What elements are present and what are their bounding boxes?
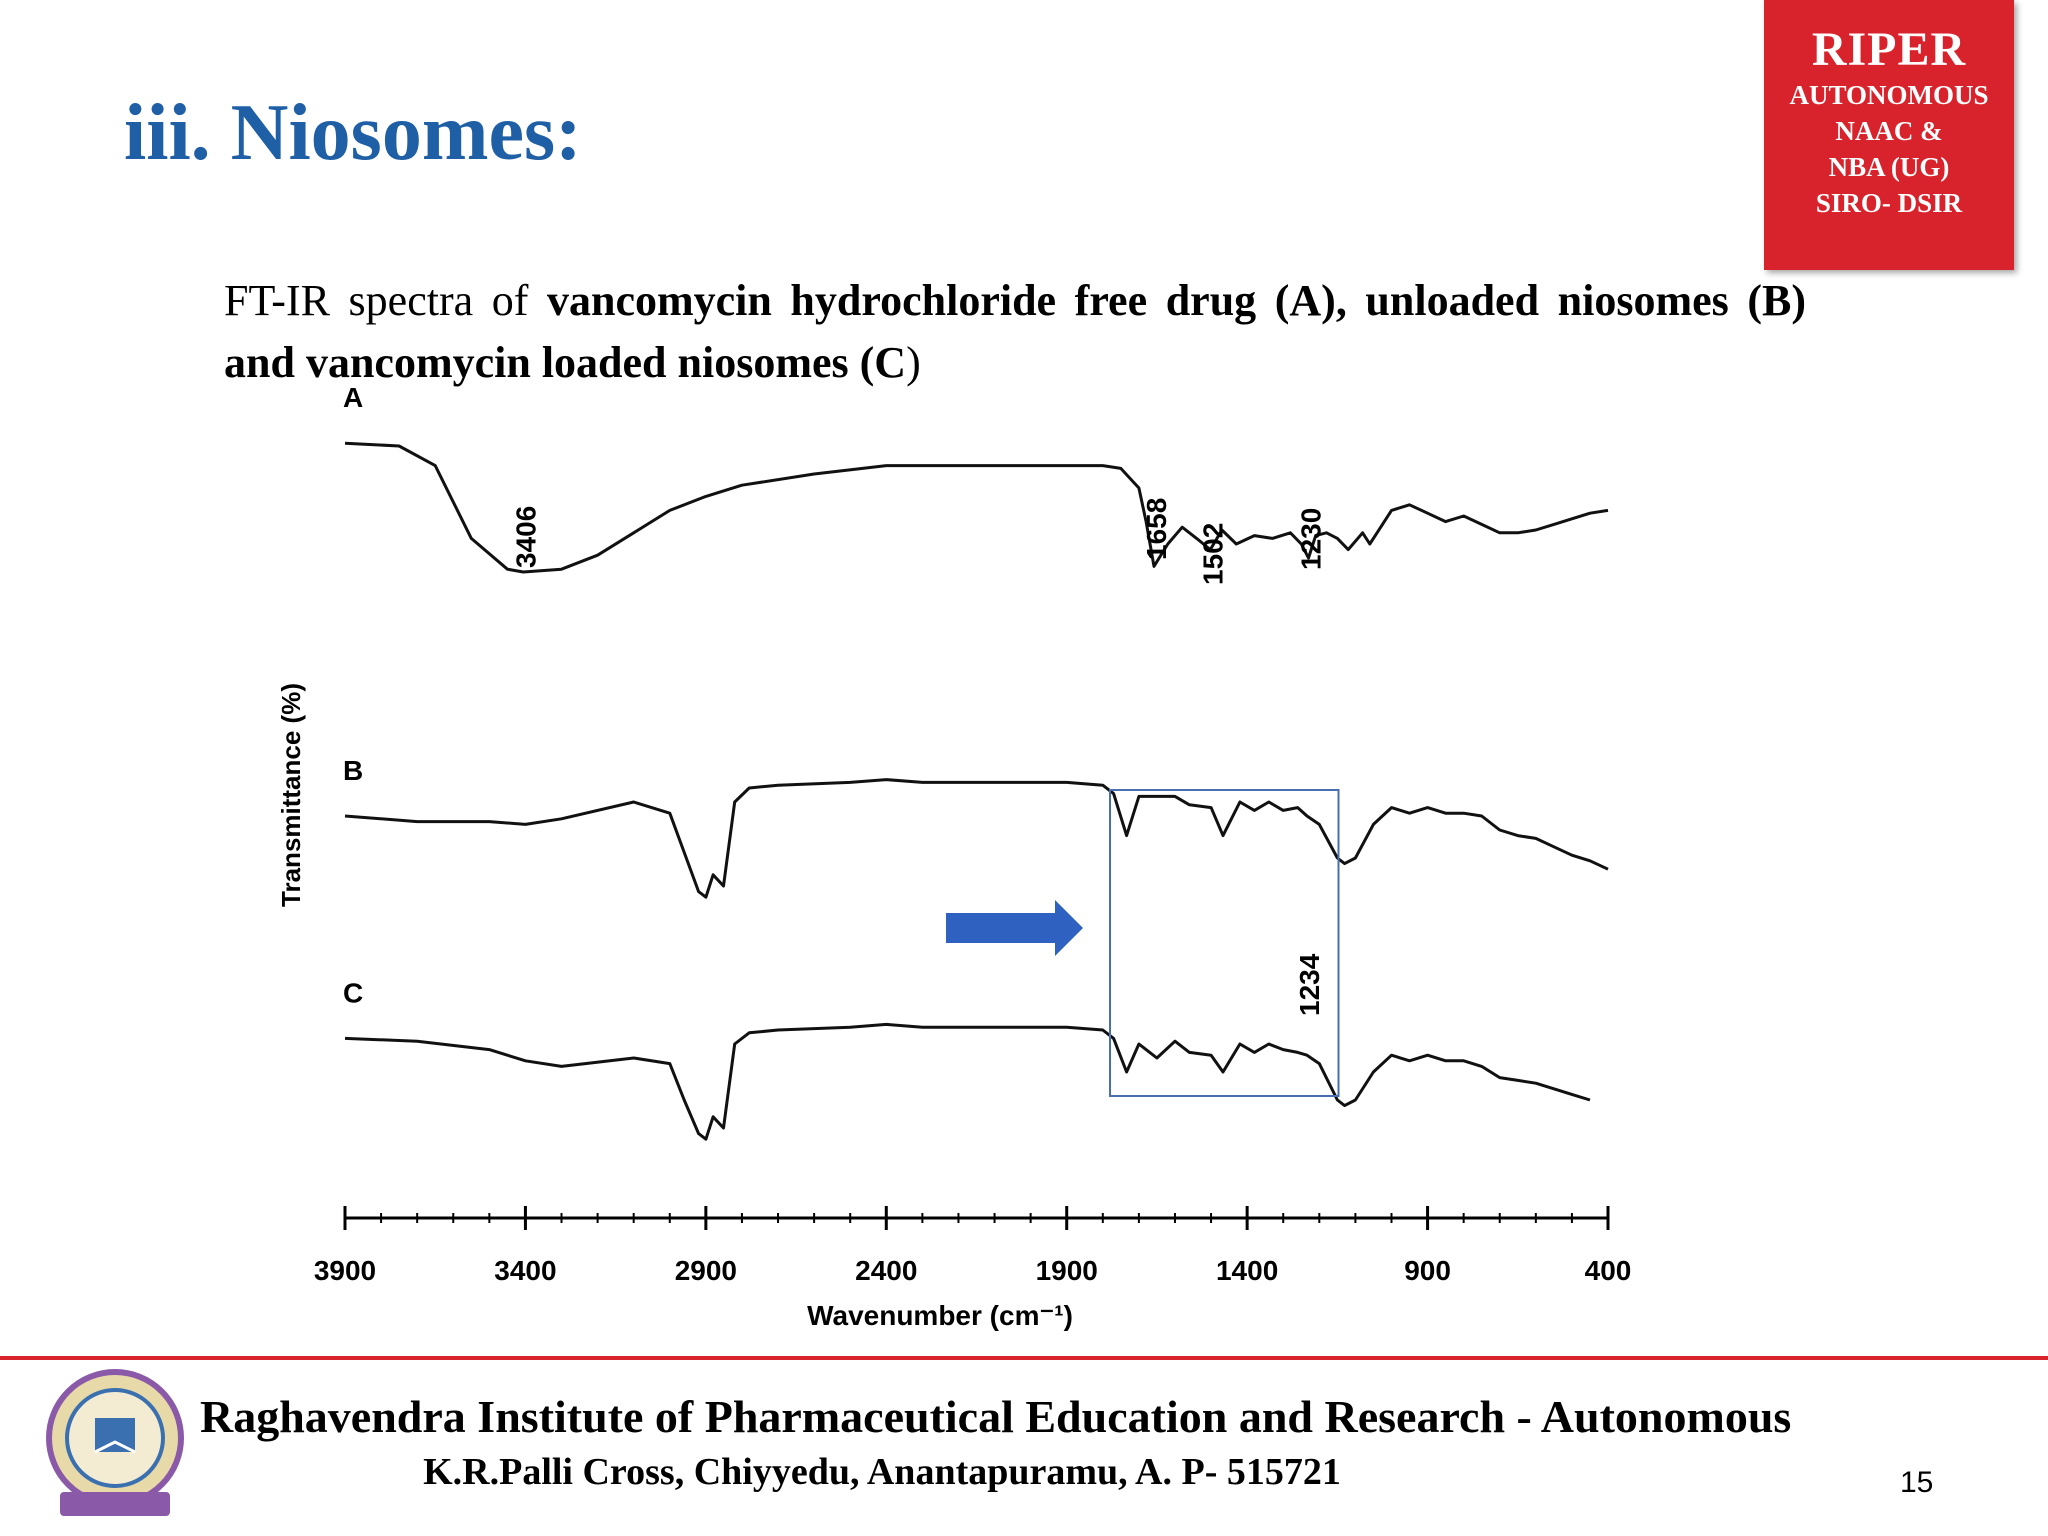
- series-label-c: C: [343, 977, 364, 1009]
- x-tick-label: 1900: [1035, 1255, 1098, 1286]
- caption-text-end: ): [906, 338, 921, 387]
- caption-bold-text: vancomycin hydrochloride free drug (A), unloaded niosomes (B) and vancomycin loaded niosomes (C: [224, 276, 1806, 387]
- series-line-b: [345, 780, 1608, 898]
- x-tick-label: 3900: [313, 1255, 377, 1286]
- annotation-layer: [510, 498, 1326, 1016]
- x-tick-label: 3400: [494, 1255, 557, 1286]
- badge-line: SIRO- DSIR: [1815, 188, 1963, 218]
- x-tick-label: 400: [1584, 1255, 1632, 1286]
- badge-title: RIPER: [1811, 23, 1967, 76]
- series-layer: [343, 382, 1608, 1139]
- page-number: 15: [1900, 1466, 1934, 1499]
- series-line-c: [345, 1024, 1590, 1139]
- peak-label: 3406: [510, 505, 542, 568]
- peak-label: 1234: [1294, 953, 1325, 1016]
- x-tick-label: 2400: [855, 1255, 918, 1286]
- caption-text: FT-IR spectra of: [224, 276, 547, 325]
- x-axis-label: Wavenumber (cm⁻¹): [807, 1300, 1073, 1331]
- peak-label: 1502: [1197, 522, 1229, 585]
- series-label-a: A: [343, 382, 364, 414]
- arrow-icon: [946, 900, 1083, 956]
- x-tick-label: 1400: [1215, 1255, 1279, 1286]
- x-axis: [314, 1206, 1632, 1286]
- institute-name: Raghavendra Institute of Pharmaceutical Education and Research - Autonomous: [200, 1391, 1792, 1442]
- institute-logo-icon: [40, 1366, 190, 1526]
- peak-label: 1658: [1141, 497, 1172, 560]
- peak-label: 1230: [1295, 507, 1327, 570]
- institute-address: K.R.Palli Cross, Chiyyedu, Anantapuramu, A. P- 515721: [423, 1451, 1341, 1493]
- badge-line: NAAC &: [1835, 116, 1943, 146]
- footer-rule: [0, 1356, 2048, 1360]
- x-tick-label: 900: [1404, 1255, 1451, 1286]
- x-tick-label: 2900: [674, 1255, 738, 1286]
- badge-line: AUTONOMOUS: [1789, 80, 1989, 110]
- slide-title: iii. Niosomes:: [124, 89, 582, 177]
- series-label-b: B: [343, 755, 364, 786]
- badge-line: NBA (UG): [1828, 152, 1950, 182]
- y-axis-label: Transmittance (%): [276, 683, 306, 907]
